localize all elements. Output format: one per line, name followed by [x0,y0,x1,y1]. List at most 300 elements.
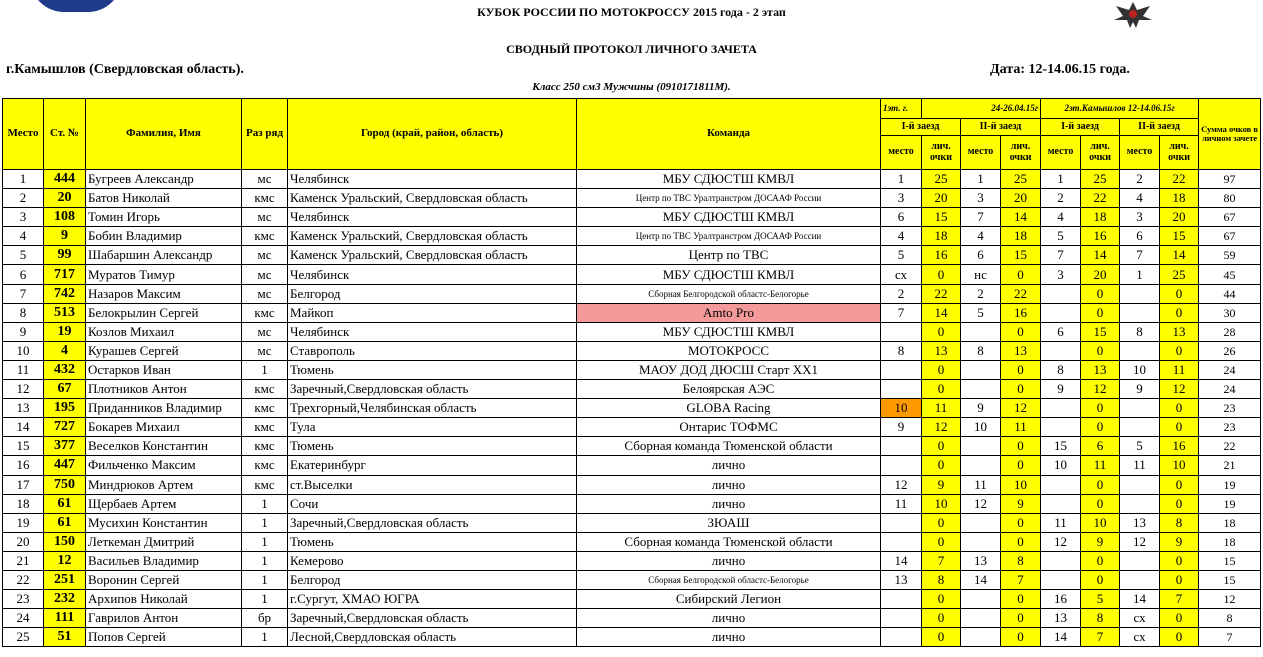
protocol-subtitle: СВОДНЫЙ ПРОТОКОЛ ЛИЧНОГО ЗАЧЕТА [506,42,757,56]
cell-heat-place: 14 [1041,628,1081,647]
cell-heat-points: 10 [922,494,961,513]
cell-heat-place: 14 [881,551,922,570]
cell-heat-place: 1 [1120,265,1160,284]
cell-team: лично [577,609,881,628]
cell-heat-place [1120,284,1160,303]
table-row [3,456,1261,475]
cell-start-number: 108 [44,208,86,227]
cell-heat-place: 2 [1041,189,1081,208]
cell-start-number: 232 [44,590,86,609]
cell-heat-points: 25 [922,170,961,189]
cell-total: 18 [1199,532,1261,551]
table-row [3,265,1261,284]
cell-team: Онтарис ТОФМС [577,418,881,437]
cell-total: 23 [1199,399,1261,418]
cell-heat-points: 0 [922,456,961,475]
cell-rank: кмс [242,456,288,475]
cell-heat-place: 3 [1120,208,1160,227]
cell-heat-points: 0 [1160,399,1199,418]
cell-heat-place [961,513,1001,532]
table-row [3,399,1261,418]
cell-name: Миндрюков Артем [86,475,242,494]
cell-start-number: 12 [44,551,86,570]
cell-heat-points: 0 [1081,303,1120,322]
cell-heat-points: 0 [1160,609,1199,628]
stage2-label: 2эт.Камышлов 12-14.06.15г [1041,99,1199,119]
cell-city: Челябинск [288,208,577,227]
stage1-dates: 24-26.04.15г [922,99,1041,119]
cell-place: 17 [3,475,44,494]
cell-heat-points: 7 [922,551,961,570]
cell-heat-place: 9 [1041,380,1081,399]
cell-heat-place: 10 [881,399,922,418]
table-row [3,322,1261,341]
col-city: Город (край, район, область) [288,99,577,170]
cell-heat-place [1120,551,1160,570]
cell-heat-place: 15 [1041,437,1081,456]
cell-heat-place [1120,570,1160,589]
cell-team: Центр по ТВС Уралтранстром ДОСААФ России [577,227,881,246]
cell-heat-points: 25 [1081,170,1120,189]
cell-heat-place: 13 [881,570,922,589]
cell-city: Трехгорный,Челябинская область [288,399,577,418]
cell-total: 7 [1199,628,1261,647]
cell-heat-place: 13 [1041,609,1081,628]
stage1-heat1: I-й заезд [881,119,961,136]
cell-heat-place [1041,341,1081,360]
cell-heat-points: 11 [1081,456,1120,475]
cell-heat-place [961,628,1001,647]
cell-heat-points: 12 [1160,380,1199,399]
cell-name: Бокарев Михаил [86,418,242,437]
cell-name: Веселков Константин [86,437,242,456]
cell-place: 23 [3,590,44,609]
col-mesto: место [881,136,922,170]
cell-team: МОТОКРОСС [577,341,881,360]
cell-heat-points: 0 [1081,341,1120,360]
cell-start-number: 61 [44,513,86,532]
class-line: Класс 250 см3 Мужчины (0910171811М). [532,81,731,93]
cell-city: Челябинск [288,322,577,341]
cell-heat-points: 0 [1001,360,1041,379]
cell-team: Сборная Белгородской областс-Белогорье [577,284,881,303]
table-row [3,609,1261,628]
cell-heat-place: 2 [961,284,1001,303]
cell-total: 44 [1199,284,1261,303]
cell-start-number: 111 [44,609,86,628]
col-name: Фамилия, Имя [86,99,242,170]
cell-heat-place: 9 [961,399,1001,418]
cell-heat-points: 0 [922,590,961,609]
cell-heat-points: 0 [1160,341,1199,360]
cell-heat-points: 9 [922,475,961,494]
cell-heat-place [961,456,1001,475]
cell-heat-points: 0 [1081,284,1120,303]
col-place: Место [3,99,44,170]
cell-heat-place: 1 [961,170,1001,189]
col-points: лич. очки [1081,136,1120,170]
cell-heat-points: 0 [1081,570,1120,589]
table-row [3,284,1261,303]
cell-heat-place: 5 [1041,227,1081,246]
table-row [3,341,1261,360]
cell-heat-place: 7 [1120,246,1160,265]
cell-team: Центр по ТВС [577,246,881,265]
cell-heat-points: 0 [922,609,961,628]
cell-rank: мс [242,208,288,227]
cell-rank: 1 [242,551,288,570]
cell-place: 9 [3,322,44,341]
cell-city: Челябинск [288,265,577,284]
table-row [3,513,1261,532]
cell-heat-points: 18 [1081,208,1120,227]
cell-heat-place: 10 [961,418,1001,437]
stage2-heat1: I-й заезд [1041,119,1120,136]
cell-heat-place [1120,475,1160,494]
cell-heat-place [881,609,922,628]
cell-place: 2 [3,189,44,208]
cell-heat-points: 12 [922,418,961,437]
cell-heat-points: 0 [1081,399,1120,418]
cell-name: Воронин Сергей [86,570,242,589]
cell-city: Ставрополь [288,341,577,360]
cell-name: Муратов Тимур [86,265,242,284]
cell-heat-place: 13 [1120,513,1160,532]
cell-heat-points: 0 [1001,265,1041,284]
cell-start-number: 717 [44,265,86,284]
cell-rank: 1 [242,532,288,551]
cell-heat-points: 0 [1160,628,1199,647]
cell-team: лично [577,628,881,647]
cell-rank: кмс [242,227,288,246]
cell-heat-place: 4 [881,227,922,246]
cell-heat-points: 15 [1160,227,1199,246]
cell-place: 1 [3,170,44,189]
cell-heat-points: 9 [1081,532,1120,551]
cell-rank: мс [242,341,288,360]
cell-rank: 1 [242,360,288,379]
cell-heat-place: 14 [1120,590,1160,609]
cell-name: Леткеман Дмитрий [86,532,242,551]
cell-rank: кмс [242,380,288,399]
cell-start-number: 742 [44,284,86,303]
cell-heat-place [881,513,922,532]
cell-heat-place: 12 [1120,532,1160,551]
cell-start-number: 20 [44,189,86,208]
table-row [3,475,1261,494]
cell-heat-place: 5 [881,246,922,265]
table-row [3,551,1261,570]
cell-name: Белокрылин Сергей [86,303,242,322]
event-date: Дата: 12-14.06.15 года. [990,62,1130,77]
table-row [3,246,1261,265]
results-table [2,98,1261,647]
cell-heat-place: 1 [881,170,922,189]
cell-start-number: 195 [44,399,86,418]
cell-heat-place: 12 [1041,532,1081,551]
cell-place: 14 [3,418,44,437]
cell-heat-place [881,628,922,647]
table-row [3,532,1261,551]
cell-heat-points: 18 [1160,189,1199,208]
cell-total: 28 [1199,322,1261,341]
cell-rank: мс [242,284,288,303]
cell-city: Тюмень [288,360,577,379]
cell-heat-place [881,532,922,551]
cell-name: Шабаршин Александр [86,246,242,265]
cell-team: Сборная команда Тюменской области [577,532,881,551]
cell-city: Челябинск [288,170,577,189]
cell-heat-place [961,322,1001,341]
cell-city: Сочи [288,494,577,513]
cell-heat-points: 25 [1160,265,1199,284]
cell-name: Козлов Михаил [86,322,242,341]
cell-heat-points: 0 [1160,570,1199,589]
cell-heat-place [881,456,922,475]
cell-heat-place: 3 [961,189,1001,208]
cell-heat-place [1041,418,1081,437]
cell-start-number: 251 [44,570,86,589]
cell-heat-points: 13 [1160,322,1199,341]
col-mesto: место [1120,136,1160,170]
cell-heat-place: 5 [961,303,1001,322]
cell-team: Сборная команда Тюменской области [577,437,881,456]
cell-team: лично [577,475,881,494]
cell-city: г.Сургут, ХМАО ЮГРА [288,590,577,609]
cell-heat-place: сх [881,265,922,284]
cell-total: 12 [1199,590,1261,609]
cell-name: Гаврилов Антон [86,609,242,628]
table-row [3,170,1261,189]
cell-total: 15 [1199,551,1261,570]
cell-place: 4 [3,227,44,246]
cell-heat-place [881,437,922,456]
cell-rank: мс [242,170,288,189]
cell-rank: мс [242,246,288,265]
table-row [3,189,1261,208]
cell-rank: 1 [242,513,288,532]
cell-team: МБУ СДЮСТШ КМВЛ [577,208,881,227]
cell-heat-place: 8 [881,341,922,360]
col-sum: Сумма очков в личном зачете [1199,99,1261,170]
cell-heat-place [961,360,1001,379]
cell-heat-points: 8 [1081,609,1120,628]
cell-heat-place: 11 [1120,456,1160,475]
cell-heat-points: 0 [1001,513,1041,532]
cell-heat-points: 25 [1001,170,1041,189]
cell-heat-points: 0 [1160,551,1199,570]
cell-name: Васильев Владимир [86,551,242,570]
cell-rank: кмс [242,418,288,437]
cell-heat-points: 0 [922,360,961,379]
cell-place: 16 [3,456,44,475]
col-start-number: Ст. № [44,99,86,170]
cell-heat-place: нс [961,265,1001,284]
cell-heat-place: 9 [1120,380,1160,399]
table-row [3,628,1261,647]
cell-heat-place: 7 [881,303,922,322]
cell-total: 24 [1199,360,1261,379]
cell-total: 59 [1199,246,1261,265]
cell-team: Белоярская АЭС [577,380,881,399]
cell-name: Батов Николай [86,189,242,208]
cell-heat-place [881,380,922,399]
cell-heat-points: 0 [1160,494,1199,513]
cell-heat-points: 0 [922,513,961,532]
cell-team: Сибирский Легион [577,590,881,609]
cell-heat-points: 14 [1081,246,1120,265]
cell-heat-place: 6 [1041,322,1081,341]
cell-team: лично [577,494,881,513]
cell-total: 45 [1199,265,1261,284]
cell-place: 19 [3,513,44,532]
cell-team: ЗЮАШ [577,513,881,532]
cell-place: 10 [3,341,44,360]
cell-heat-place: сх [1120,609,1160,628]
cell-heat-place [961,437,1001,456]
table-row [3,437,1261,456]
cell-heat-place: 1 [1041,170,1081,189]
cell-heat-place [1120,418,1160,437]
cell-heat-place [1120,341,1160,360]
cell-heat-place [1041,284,1081,303]
cell-heat-points: 20 [1081,265,1120,284]
cell-place: 8 [3,303,44,322]
cell-city: Екатеринбург [288,456,577,475]
cell-city: Кемерово [288,551,577,570]
cell-heat-place: 12 [881,475,922,494]
cell-place: 20 [3,532,44,551]
cell-heat-points: 0 [922,322,961,341]
cell-start-number: 727 [44,418,86,437]
cell-start-number: 61 [44,494,86,513]
cell-heat-points: 0 [1001,322,1041,341]
cell-heat-place: 3 [1041,265,1081,284]
cell-team: МАОУ ДОД ДЮСШ Старт XX1 [577,360,881,379]
cell-place: 15 [3,437,44,456]
cell-rank: 1 [242,494,288,513]
cell-heat-place: 10 [1041,456,1081,475]
cell-heat-place: 8 [1041,360,1081,379]
cell-heat-place: 5 [1120,437,1160,456]
event-place: г.Камышлов (Свердловская область). [6,62,244,77]
cell-heat-points: 8 [922,570,961,589]
cell-total: 67 [1199,227,1261,246]
cell-start-number: 432 [44,360,86,379]
cell-heat-points: 18 [922,227,961,246]
table-row [3,360,1261,379]
cell-name: Курашев Сергей [86,341,242,360]
col-points: лич. очки [922,136,961,170]
cell-start-number: 99 [44,246,86,265]
cell-total: 23 [1199,418,1261,437]
cell-heat-points: 0 [1160,303,1199,322]
cell-city: Тюмень [288,532,577,551]
cell-heat-place [1041,551,1081,570]
table-row [3,418,1261,437]
cell-total: 8 [1199,609,1261,628]
cell-total: 97 [1199,170,1261,189]
cell-start-number: 377 [44,437,86,456]
cell-heat-points: 5 [1081,590,1120,609]
table-row [3,303,1261,322]
col-mesto: место [1041,136,1081,170]
col-mesto: место [961,136,1001,170]
cell-heat-place: 3 [881,189,922,208]
cell-name: Приданников Владимир [86,399,242,418]
cell-start-number: 4 [44,341,86,360]
cell-heat-points: 10 [1160,456,1199,475]
cell-team: GLOBA Racing [577,399,881,418]
cell-city: Заречный,Свердловская область [288,609,577,628]
cell-heat-points: 15 [922,208,961,227]
cell-heat-points: 0 [1001,532,1041,551]
cell-city: Тюмень [288,437,577,456]
cell-city: Тула [288,418,577,437]
cell-rank: кмс [242,189,288,208]
cell-start-number: 19 [44,322,86,341]
cell-heat-points: 0 [922,437,961,456]
cell-heat-points: 22 [1160,170,1199,189]
cell-city: Заречный,Свердловская область [288,513,577,532]
cell-heat-place: сх [1120,628,1160,647]
cell-heat-points: 0 [1001,628,1041,647]
cell-heat-points: 0 [1160,475,1199,494]
cell-team: лично [577,456,881,475]
cell-total: 67 [1199,208,1261,227]
cell-heat-place: 6 [881,208,922,227]
cell-heat-place: 14 [961,570,1001,589]
cell-total: 15 [1199,570,1261,589]
cell-heat-points: 9 [1001,494,1041,513]
cell-total: 19 [1199,475,1261,494]
cell-heat-points: 14 [922,303,961,322]
cell-total: 22 [1199,437,1261,456]
cell-heat-place: 7 [1041,246,1081,265]
cell-city: Заречный,Свердловская область [288,380,577,399]
cell-total: 26 [1199,341,1261,360]
cell-heat-points: 9 [1160,532,1199,551]
cell-heat-place: 7 [961,208,1001,227]
cell-heat-place: 10 [1120,360,1160,379]
cell-name: Томин Игорь [86,208,242,227]
cell-heat-place: 4 [1120,189,1160,208]
cell-heat-place: 6 [1120,227,1160,246]
cell-team: МБУ СДЮСТШ КМВЛ [577,170,881,189]
cell-heat-points: 22 [1001,284,1041,303]
cell-heat-points: 0 [1001,590,1041,609]
cell-heat-points: 20 [1001,189,1041,208]
col-points: лич. очки [1001,136,1041,170]
cell-total: 18 [1199,513,1261,532]
table-row [3,208,1261,227]
cell-name: Назаров Максим [86,284,242,303]
cell-rank: кмс [242,303,288,322]
cell-place: 24 [3,609,44,628]
cell-heat-points: 16 [1001,303,1041,322]
cell-team: МБУ СДЮСТШ КМВЛ [577,265,881,284]
cell-heat-points: 7 [1081,628,1120,647]
cell-heat-points: 22 [1081,189,1120,208]
cell-heat-points: 8 [1001,551,1041,570]
cell-start-number: 150 [44,532,86,551]
cell-place: 3 [3,208,44,227]
cell-name: Попов Сергей [86,628,242,647]
cell-heat-points: 12 [1001,399,1041,418]
cell-heat-points: 22 [922,284,961,303]
cell-heat-place [961,532,1001,551]
cell-heat-points: 0 [1160,418,1199,437]
